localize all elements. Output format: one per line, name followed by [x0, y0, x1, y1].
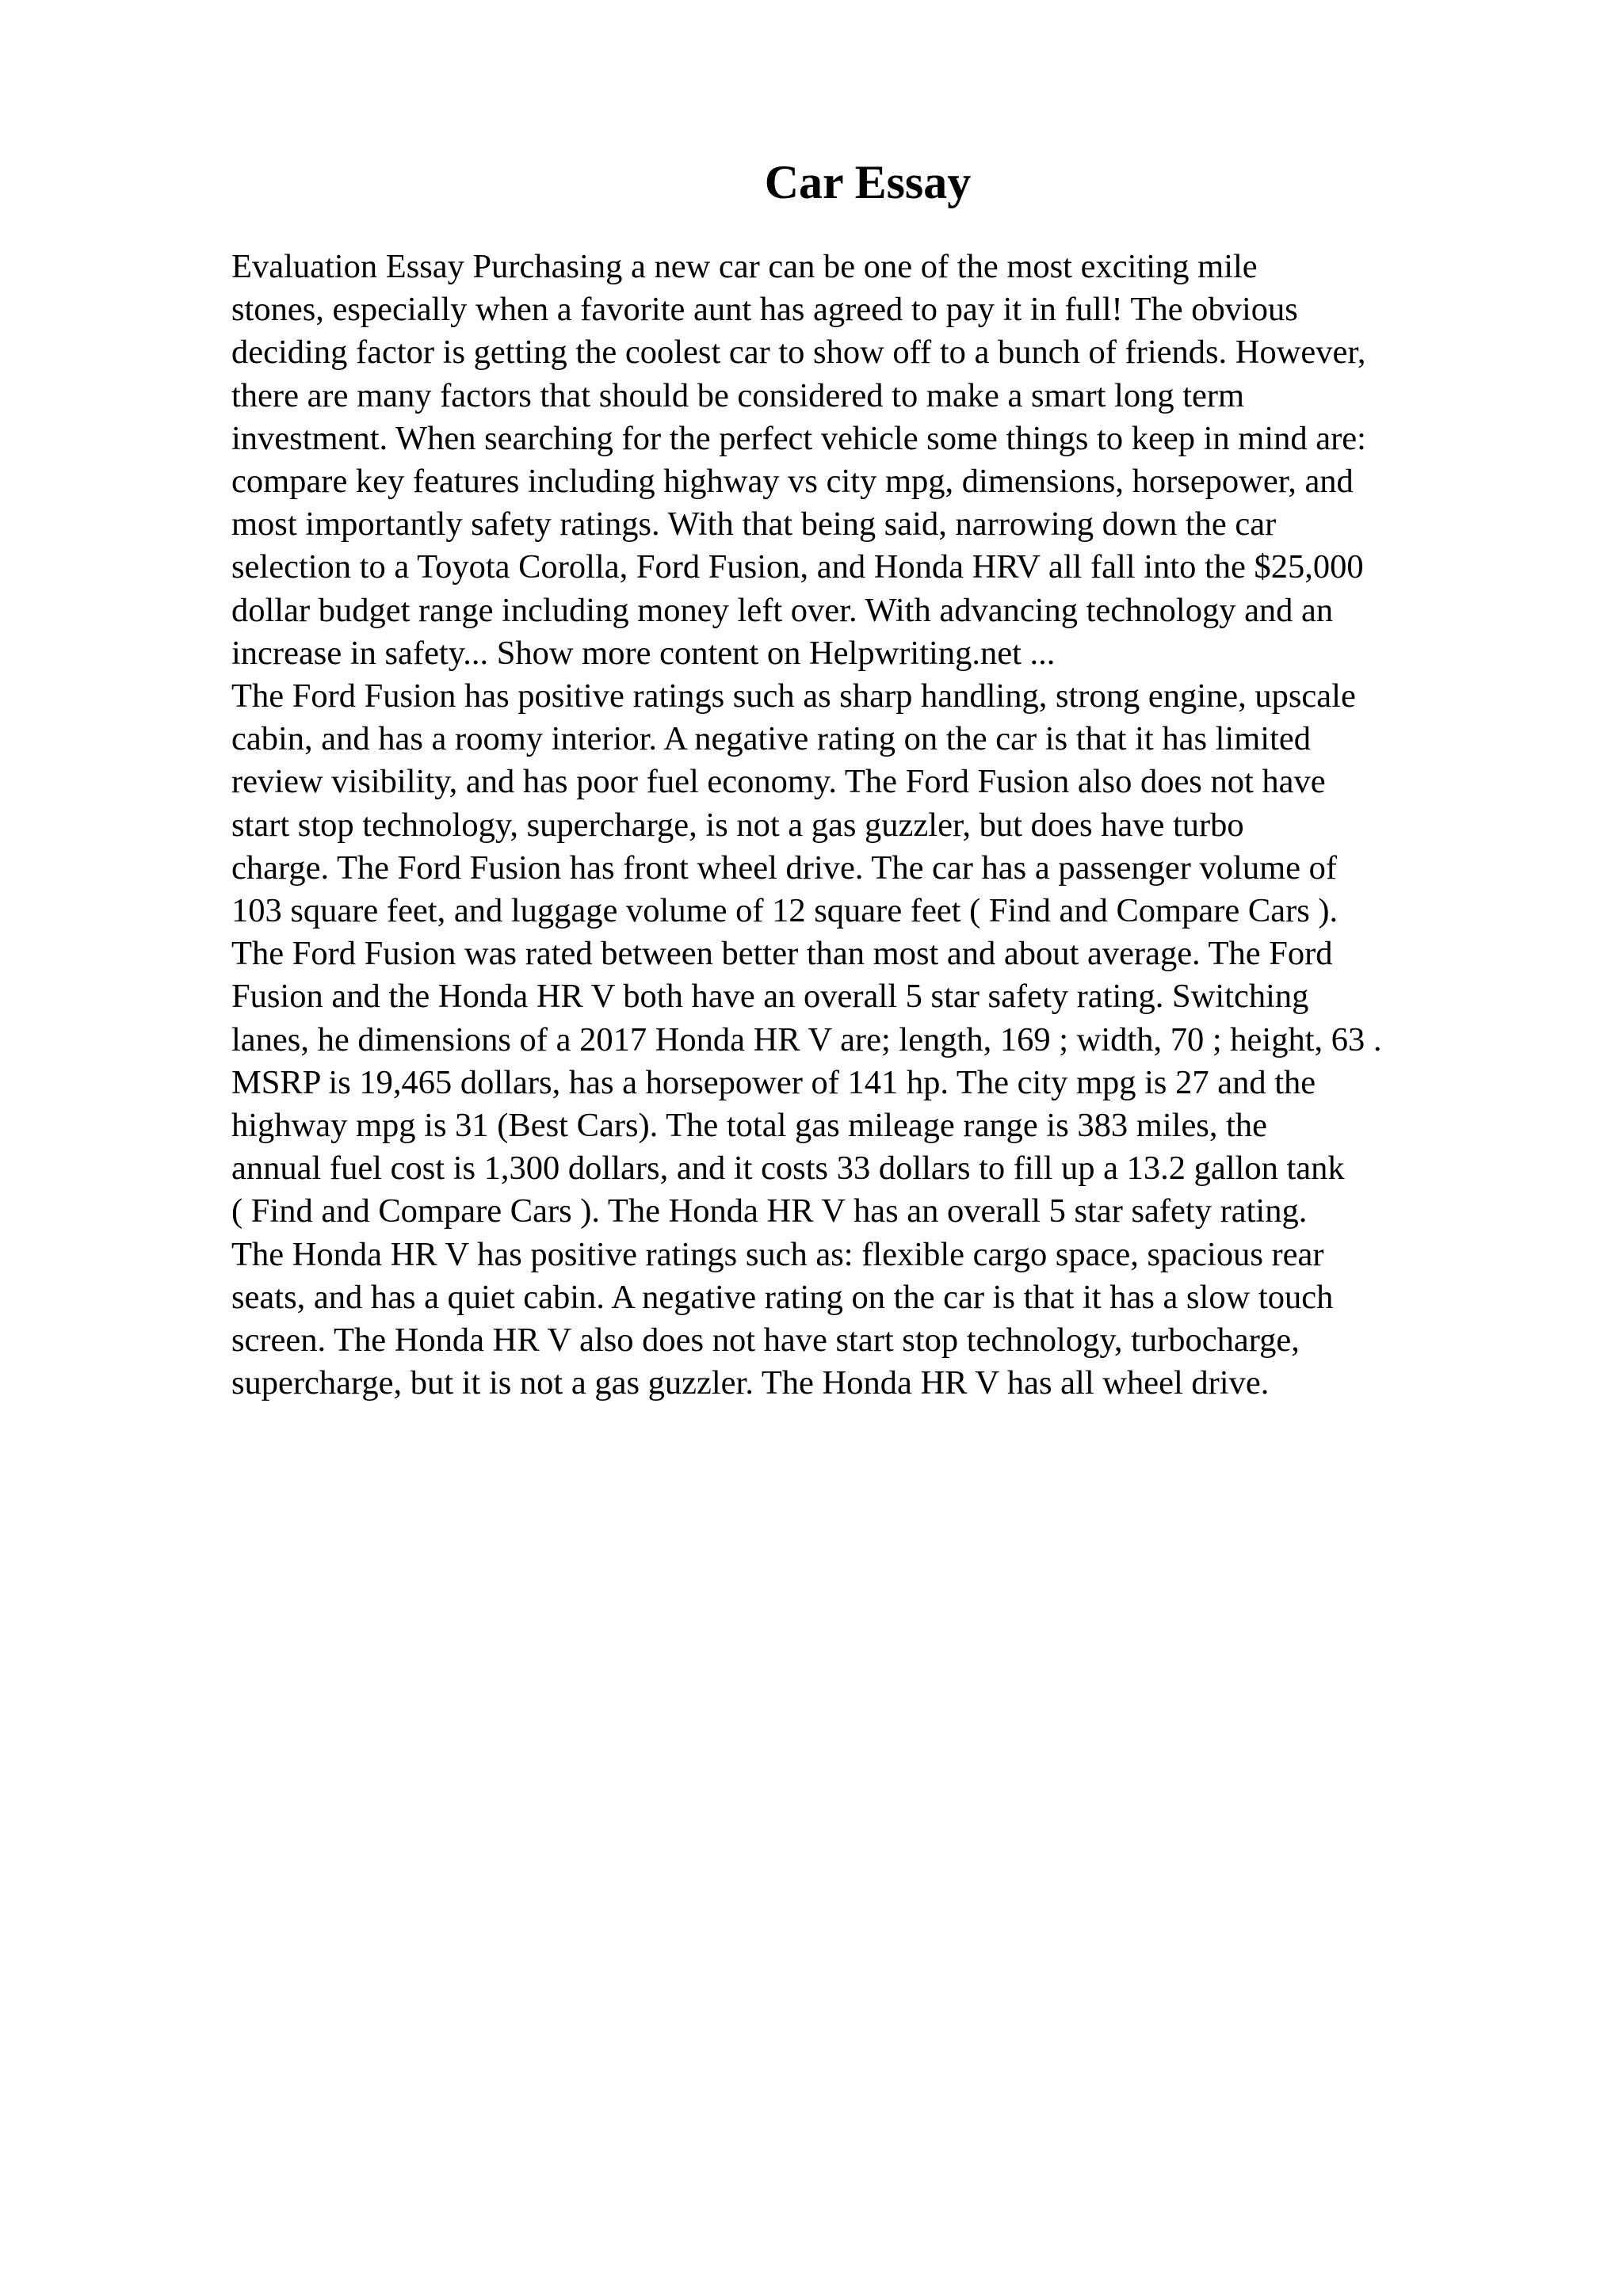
text-line: lanes, he dimensions of a 2017 Honda HR V are; length, 169 ; width, 70 ; height, 63 . [231, 1020, 1382, 1058]
text-line: increase in safety... Show more content on Helpwriting.net ... [231, 634, 1056, 672]
text-line: deciding factor is getting the coolest car to show off to a bunch of friends. However, [231, 334, 1366, 372]
text-line: charge. The Ford Fusion has front wheel drive. The car has a passenger volume of [231, 849, 1338, 887]
text-line: The Honda HR V has positive ratings such as: flexible cargo space, spacious rear [231, 1235, 1324, 1273]
text-line: selection to a Toyota Corolla, Ford Fusion, and Honda HRV all fall into the $25,000 [231, 548, 1364, 586]
text-line: supercharge, but it is not a gas guzzler. The Honda HR V has all wheel drive. [231, 1364, 1270, 1402]
text-line: dollar budget range including money left over. With advancing technology and an [231, 591, 1334, 629]
text-line: start stop technology, supercharge, is not a gas guzzler, but does have turbo [231, 806, 1244, 844]
text-line: highway mpg is 31 (Best Cars). The total gas mileage range is 383 miles, the [231, 1107, 1268, 1145]
text-line: The Ford Fusion was rated between better than most and about average. The Ford [231, 935, 1333, 973]
text-line: investment. When searching for the perfect vehicle some things to keep in mind are: [231, 419, 1366, 457]
text-line: MSRP is 19,465 dollars, has a horsepower of 141 hp. The city mpg is 27 and the [231, 1063, 1316, 1101]
text-line: screen. The Honda HR V also does not have start stop technology, turbocharge, [231, 1322, 1300, 1360]
essay-body [231, 246, 1623, 1405]
text-line: seats, and has a quiet cabin. A negative rating on the car is that it has a slow touch [231, 1278, 1334, 1316]
text-line: stones, especially when a favorite aunt has agreed to pay it in full! The obvious [231, 291, 1298, 329]
text-line: there are many factors that should be considered to make a smart long term [231, 376, 1245, 414]
text-line: Fusion and the Honda HR V both have an overall 5 star safety rating. Switching [231, 978, 1309, 1016]
text-line: review visibility, and has poor fuel economy. The Ford Fusion also does not have [231, 763, 1326, 801]
text-line: cabin, and has a roomy interior. A negative rating on the car is that it has limited [231, 720, 1312, 758]
document-title: Car Essay [764, 156, 972, 208]
text-line: annual fuel cost is 1,300 dollars, and it costs 33 dollars to fill up a 13.2 gallon tank [231, 1150, 1345, 1188]
text-line: 103 square feet, and luggage volume of 12 square feet ( Find and Compare Cars ). [231, 892, 1338, 930]
text-line: most importantly safety ratings. With that being said, narrowing down the car [231, 505, 1277, 543]
text-line: Evaluation Essay Purchasing a new car can be one of the most exciting mile [231, 248, 1258, 285]
text-line: The Ford Fusion has positive ratings such as sharp handling, strong engine, upscale [231, 677, 1356, 715]
text-line: ( Find and Compare Cars ). The Honda HR V has an overall 5 star safety rating. [231, 1192, 1308, 1230]
text-line: compare key features including highway vs city mpg, dimensions, horsepower, and [231, 463, 1354, 501]
